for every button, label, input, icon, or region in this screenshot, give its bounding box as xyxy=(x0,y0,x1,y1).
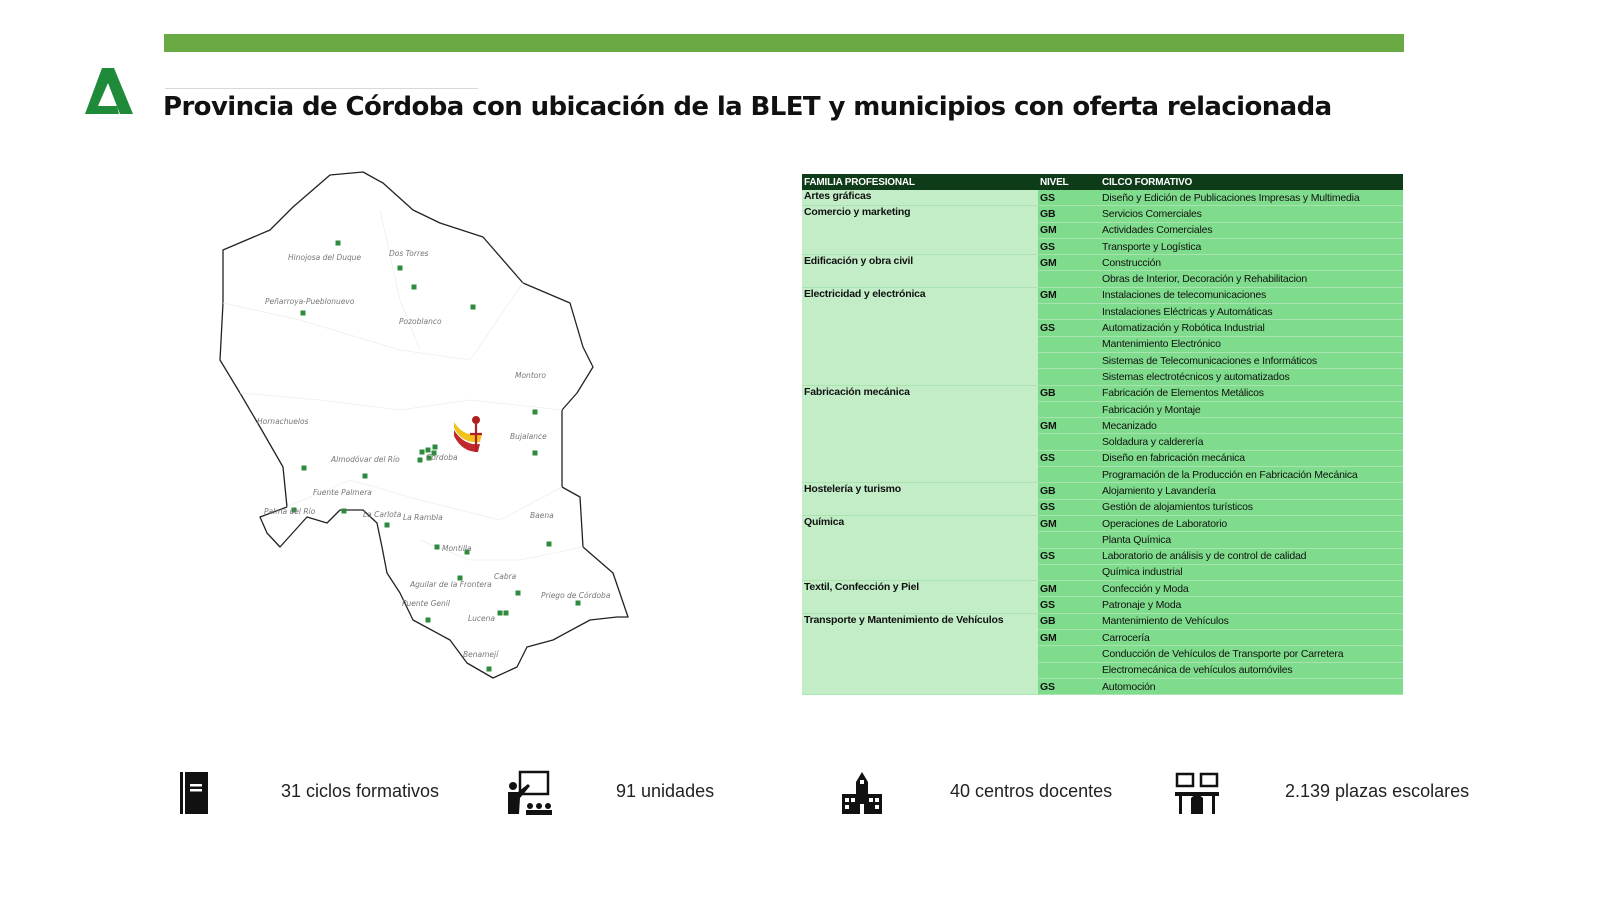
center-marker xyxy=(576,601,581,606)
ciclo-cell: Mantenimiento de Vehículos xyxy=(1100,613,1403,629)
nivel-cell: GM xyxy=(1038,515,1100,531)
municipality-label: La Rambla xyxy=(403,513,443,522)
header-ciclo: CILCO FORMATIVO xyxy=(1100,174,1403,190)
nivel-cell: GS xyxy=(1038,548,1100,564)
table-header-row xyxy=(802,174,1403,190)
table-row xyxy=(802,483,1403,499)
center-marker xyxy=(533,451,538,456)
municipality-label: Montoro xyxy=(515,371,547,380)
familia-cell: Electricidad y electrónica xyxy=(802,287,1038,385)
center-marker xyxy=(385,523,390,528)
ciclo-cell: Automatización y Robótica Industrial xyxy=(1100,320,1403,336)
ciclo-cell: Diseño y Edición de Publicaciones Impresas y Multimedia xyxy=(1100,190,1403,206)
municipality-label: Dos Torres xyxy=(389,249,429,258)
familia-cell: Comercio y marketing xyxy=(802,206,1038,255)
province-map xyxy=(200,160,640,690)
familia-cell: Artes gráficas xyxy=(802,190,1038,206)
municipality-label: Aguilar de la Frontera xyxy=(410,580,492,589)
stat-text: 91 unidades xyxy=(616,781,715,801)
municipality-label: Puente Genil xyxy=(402,599,450,608)
training-cycles-table xyxy=(802,174,1403,695)
nivel-cell: GM xyxy=(1038,630,1100,646)
familia-cell: Fabricación mecánica xyxy=(802,385,1038,483)
ciclo-cell: Operaciones de Laboratorio xyxy=(1100,515,1403,531)
junta-andalucia-logo-icon xyxy=(84,66,134,116)
center-marker xyxy=(533,410,538,415)
nivel-cell xyxy=(1038,467,1100,483)
center-marker xyxy=(487,667,492,672)
ciclo-cell: Actividades Comerciales xyxy=(1100,222,1403,238)
ciclo-cell: Transporte y Logística xyxy=(1100,238,1403,254)
center-marker xyxy=(471,305,476,310)
nivel-cell: GM xyxy=(1038,255,1100,271)
center-marker xyxy=(336,241,341,246)
ciclo-cell: Soldadura y calderería xyxy=(1100,434,1403,450)
ciclo-cell: Obras de Interior, Decoración y Rehabilitacion xyxy=(1100,271,1403,287)
nivel-cell xyxy=(1038,662,1100,678)
ciclo-cell: Mecanizado xyxy=(1100,418,1403,434)
familia-cell: Transporte y Mantenimiento de Vehículos xyxy=(802,613,1038,694)
ciclo-cell: Sistemas electrotécnicos y automatizados xyxy=(1100,369,1403,385)
center-marker xyxy=(426,618,431,623)
ciclo-cell: Fabricación de Elementos Metálicos xyxy=(1100,385,1403,401)
ciclo-cell: Planta Química xyxy=(1100,532,1403,548)
table-row xyxy=(802,581,1403,597)
nivel-cell: GM xyxy=(1038,581,1100,597)
ciclo-cell: Carrocería xyxy=(1100,630,1403,646)
ciclo-cell: Gestión de alojamientos turísticos xyxy=(1100,499,1403,515)
nivel-cell: GM xyxy=(1038,418,1100,434)
table-row xyxy=(802,206,1403,222)
municipality-label: Benamejí xyxy=(463,650,499,659)
table-row xyxy=(802,515,1403,531)
nivel-cell xyxy=(1038,646,1100,662)
nivel-cell: GS xyxy=(1038,450,1100,466)
municipality-label: Lucena xyxy=(468,614,496,623)
nivel-cell: GB xyxy=(1038,483,1100,499)
ciclo-cell: Electromecánica de vehículos automóviles xyxy=(1100,662,1403,678)
center-marker xyxy=(398,266,403,271)
ciclo-cell: Conducción de Vehículos de Transporte por Carretera xyxy=(1100,646,1403,662)
center-marker xyxy=(516,591,521,596)
header-nivel: NIVEL xyxy=(1038,174,1100,190)
table-row xyxy=(802,385,1403,401)
center-marker xyxy=(426,448,431,453)
ciclo-cell: Mantenimiento Electrónico xyxy=(1100,336,1403,352)
book-icon xyxy=(170,768,218,816)
nivel-cell: GS xyxy=(1038,678,1100,694)
nivel-cell: GS xyxy=(1038,499,1100,515)
ciclo-cell: Servicios Comerciales xyxy=(1100,206,1403,222)
header-familia: FAMILIA PROFESIONAL xyxy=(802,174,1038,190)
ciclo-cell: Programación de la Producción en Fabricación Mecánica xyxy=(1100,467,1403,483)
table-row xyxy=(802,287,1403,303)
table-row xyxy=(802,255,1403,271)
nivel-cell: GM xyxy=(1038,222,1100,238)
nivel-cell: GB xyxy=(1038,206,1100,222)
familia-cell: Textil, Confección y Piel xyxy=(802,581,1038,614)
ciclo-cell: Fabricación y Montaje xyxy=(1100,401,1403,417)
center-marker xyxy=(435,545,440,550)
ciclo-cell: Alojamiento y Lavandería xyxy=(1100,483,1403,499)
municipality-label: La Carlota xyxy=(363,510,402,519)
municipality-label: Cabra xyxy=(494,572,517,581)
nivel-cell xyxy=(1038,369,1100,385)
center-marker xyxy=(418,458,423,463)
center-marker xyxy=(498,611,503,616)
nivel-cell: GS xyxy=(1038,190,1100,206)
nivel-cell: GM xyxy=(1038,287,1100,303)
ciclo-cell: Sistemas de Telecomunicaciones e Informáticos xyxy=(1100,352,1403,368)
ciclo-cell: Confección y Moda xyxy=(1100,581,1403,597)
divider xyxy=(165,88,478,89)
familia-cell: Química xyxy=(802,515,1038,580)
school-building-icon xyxy=(838,768,886,816)
ciclo-cell: Construcción xyxy=(1100,255,1403,271)
nivel-cell: GS xyxy=(1038,597,1100,613)
nivel-cell xyxy=(1038,434,1100,450)
page-title: Provincia de Córdoba con ubicación de la BLET y municipios con oferta relacionada xyxy=(163,92,1332,122)
table-row xyxy=(802,613,1403,629)
nivel-cell xyxy=(1038,401,1100,417)
nivel-cell: GB xyxy=(1038,613,1100,629)
municipality-label: Baena xyxy=(530,511,554,520)
municipality-label: Pozoblanco xyxy=(399,317,442,326)
municipality-label: Priego de Córdoba xyxy=(541,591,611,600)
municipality-label: Hinojosa del Duque xyxy=(288,253,362,262)
nivel-cell xyxy=(1038,336,1100,352)
municipality-label: Fuente Palmera xyxy=(313,488,372,497)
ciclo-cell: Instalaciones de telecomunicaciones xyxy=(1100,287,1403,303)
center-marker xyxy=(420,450,425,455)
stat-text: 31 ciclos formativos xyxy=(281,781,440,801)
municipality-label: Peñarroya-Pueblonuevo xyxy=(265,297,355,306)
ciclo-cell: Química industrial xyxy=(1100,564,1403,580)
top-accent-bar xyxy=(164,34,1404,52)
center-marker xyxy=(547,542,552,547)
teacher-icon xyxy=(504,768,552,816)
classroom-desks-icon xyxy=(1173,768,1221,816)
nivel-cell: GS xyxy=(1038,320,1100,336)
center-marker xyxy=(412,285,417,290)
ciclo-cell: Diseño en fabricación mecánica xyxy=(1100,450,1403,466)
center-marker xyxy=(433,445,438,450)
center-marker xyxy=(301,311,306,316)
nivel-cell: GS xyxy=(1038,238,1100,254)
table-row xyxy=(802,190,1403,206)
stat-text: 40 centros docentes xyxy=(950,781,1113,801)
center-marker xyxy=(504,611,509,616)
nivel-cell xyxy=(1038,304,1100,320)
municipality-label: Almodóvar del Río xyxy=(331,455,400,464)
municipality-label: Córdoba xyxy=(426,453,458,462)
nivel-cell: GB xyxy=(1038,385,1100,401)
center-marker xyxy=(302,466,307,471)
municipality-label: Palma del Río xyxy=(264,507,316,516)
nivel-cell xyxy=(1038,532,1100,548)
nivel-cell xyxy=(1038,564,1100,580)
ciclo-cell: Automoción xyxy=(1100,678,1403,694)
municipality-label: Hornachuelos xyxy=(257,417,309,426)
municipality-label: Bujalance xyxy=(510,432,547,441)
center-marker xyxy=(363,474,368,479)
ciclo-cell: Instalaciones Eléctricas y Automáticas xyxy=(1100,304,1403,320)
stat-text: 2.139 plazas escolares xyxy=(1285,781,1470,801)
ciclo-cell: Laboratorio de análisis y de control de calidad xyxy=(1100,548,1403,564)
ciclo-cell: Patronaje y Moda xyxy=(1100,597,1403,613)
center-marker xyxy=(342,509,347,514)
nivel-cell xyxy=(1038,352,1100,368)
nivel-cell xyxy=(1038,271,1100,287)
municipality-label: Montilla xyxy=(442,544,472,553)
familia-cell: Hostelería y turismo xyxy=(802,483,1038,516)
familia-cell: Edificación y obra civil xyxy=(802,255,1038,288)
